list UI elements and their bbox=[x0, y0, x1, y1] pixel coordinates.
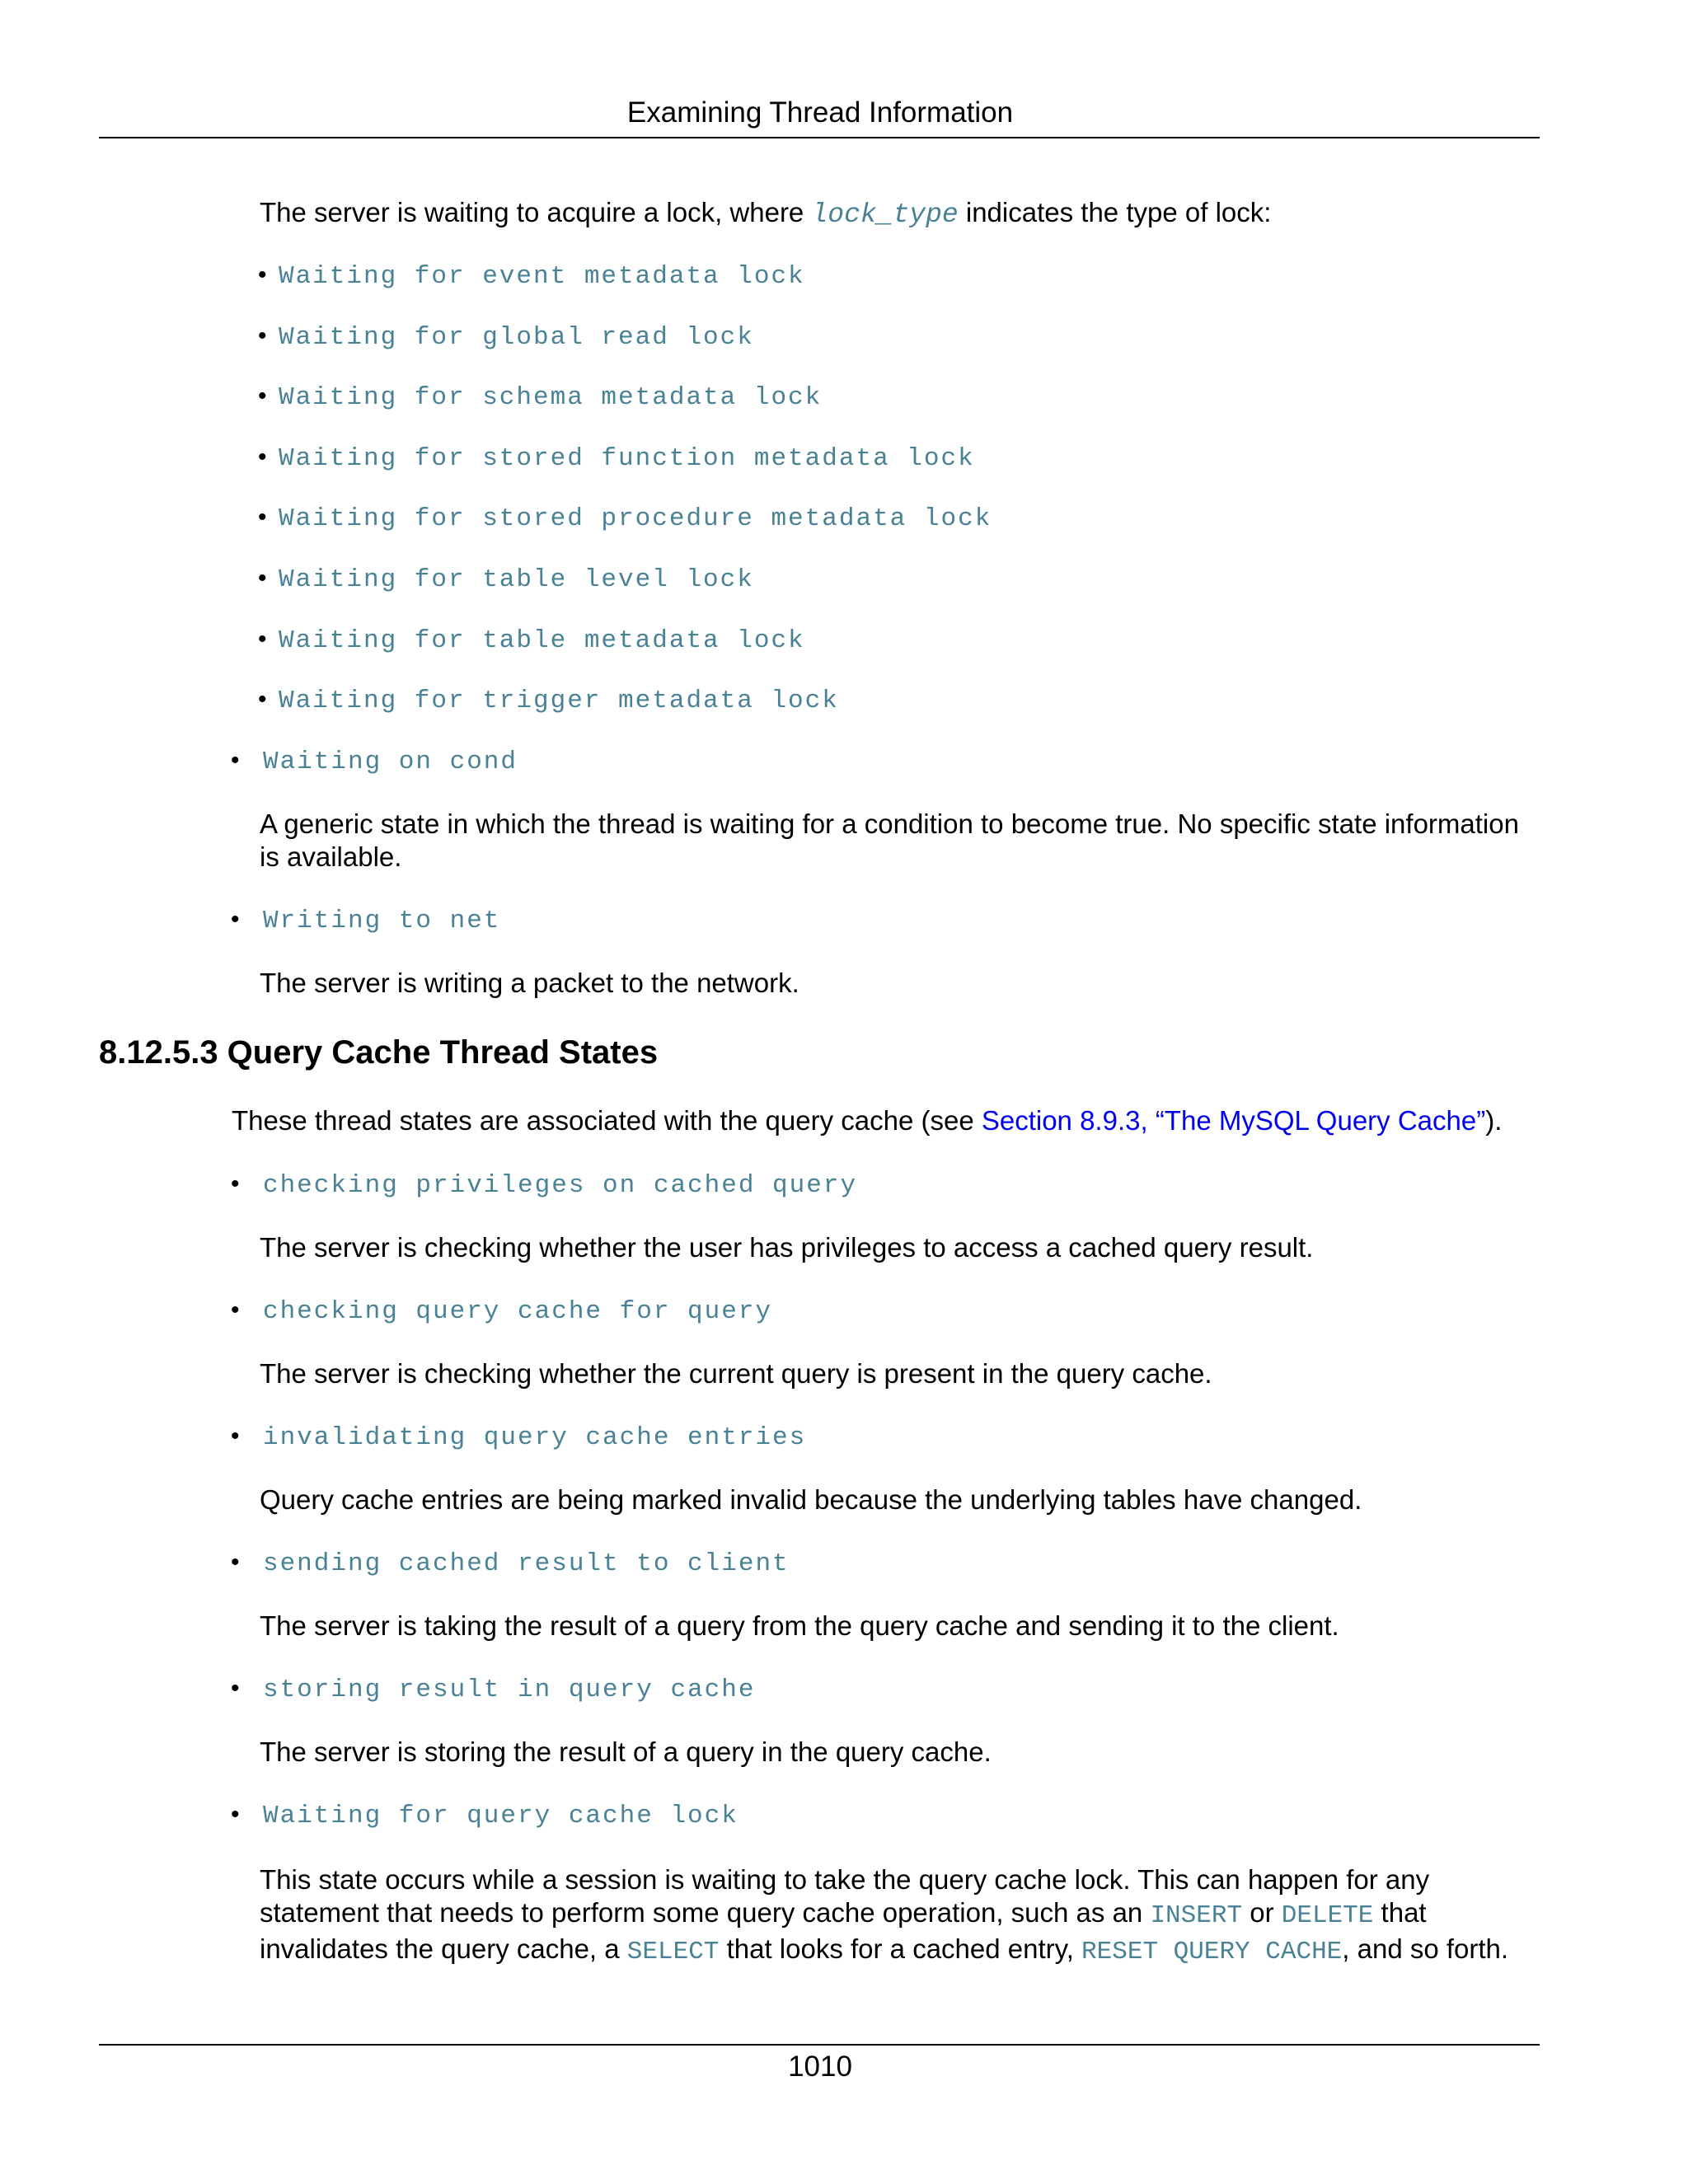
lock-type-code: Waiting for table metadata lock bbox=[278, 626, 805, 655]
state-name: sending cached result to client bbox=[262, 1549, 790, 1578]
state-name: Waiting for query cache lock bbox=[262, 1802, 738, 1830]
state-description: The server is storing the result of a query in the query cache. bbox=[260, 1736, 992, 1767]
reset-query-cache-code: RESET QUERY CACHE bbox=[1081, 1938, 1343, 1966]
bullet-icon: • bbox=[231, 1422, 240, 1450]
bullet-icon: • bbox=[258, 626, 267, 653]
section-intro-suffix: ). bbox=[1485, 1105, 1503, 1136]
lock-type-code: Waiting for trigger metadata lock bbox=[278, 687, 839, 715]
state-name: Waiting on cond bbox=[262, 748, 518, 776]
list-item bbox=[258, 380, 822, 413]
state-description bbox=[260, 1863, 1545, 1969]
bullet-icon: • bbox=[258, 565, 267, 592]
bullet-icon: • bbox=[231, 1675, 240, 1702]
state-description: The server is taking the result of a query from the query cache and sending it to the client. bbox=[260, 1610, 1339, 1641]
lock-type-code: lock_type bbox=[811, 199, 959, 230]
state-description: Query cache entries are being marked invalid because the underlying tables have changed. bbox=[260, 1484, 1362, 1515]
list-item bbox=[258, 501, 992, 534]
header-rule bbox=[99, 137, 1540, 138]
state-item bbox=[231, 1294, 772, 1327]
section-heading: 8.12.5.3 Query Cache Thread States bbox=[99, 1034, 659, 1071]
bullet-icon: • bbox=[231, 906, 240, 933]
state-description: The server is checking whether the user has privileges to access a cached query result. bbox=[260, 1232, 1314, 1263]
state-description: A generic state in which the thread is waiting for a condition to become true. No specific state information is available. bbox=[260, 808, 1519, 872]
section-link[interactable]: Section 8.9.3, “The MySQL Query Cache” bbox=[981, 1105, 1486, 1136]
desc-text: This state occurs while a session is waiting to take the query cache lock. This can happen for any statement that needs to perform some query cache operation, such as an bbox=[260, 1864, 1430, 1928]
list-item bbox=[258, 259, 805, 292]
bullet-icon: • bbox=[258, 443, 267, 471]
state-description: The server is writing a packet to the network. bbox=[260, 968, 799, 998]
list-item bbox=[258, 320, 754, 353]
state-name: checking query cache for query bbox=[262, 1297, 773, 1326]
bullet-icon: • bbox=[258, 322, 267, 349]
bullet-icon: • bbox=[231, 1801, 240, 1828]
state-name: checking privileges on cached query bbox=[262, 1171, 858, 1200]
bullet-icon: • bbox=[231, 747, 240, 774]
bullet-icon: • bbox=[231, 1549, 240, 1576]
state-item bbox=[231, 903, 500, 936]
state-item bbox=[231, 1546, 790, 1579]
running-header: Examining Thread Information bbox=[626, 96, 1014, 129]
intro-suffix: indicates the type of lock: bbox=[965, 197, 1272, 227]
state-item bbox=[231, 1168, 857, 1201]
list-item bbox=[258, 562, 754, 595]
state-name: storing result in query cache bbox=[262, 1675, 756, 1704]
lock-type-code: Waiting for stored procedure metadata lock bbox=[278, 504, 992, 533]
footer-rule bbox=[99, 2044, 1540, 2046]
section-intro bbox=[232, 1104, 1502, 1137]
bullet-icon: • bbox=[231, 1296, 240, 1324]
lock-type-code: Waiting for global read lock bbox=[278, 323, 754, 352]
state-description: The server is checking whether the current query is present in the query cache. bbox=[260, 1358, 1212, 1389]
lock-type-code: Waiting for event metadata lock bbox=[278, 262, 805, 291]
bullet-icon: • bbox=[258, 382, 267, 410]
lock-type-code: Waiting for stored function metadata lock bbox=[278, 444, 975, 473]
state-item bbox=[231, 1672, 755, 1705]
state-item bbox=[231, 1798, 738, 1831]
bullet-icon: • bbox=[258, 504, 267, 531]
lock-type-code: Waiting for table level lock bbox=[278, 565, 754, 594]
bullet-icon: • bbox=[231, 1170, 240, 1197]
bullet-icon: • bbox=[258, 686, 267, 713]
insert-code: INSERT bbox=[1150, 1901, 1243, 1930]
page-number: 1010 bbox=[788, 2050, 852, 2083]
state-item bbox=[231, 744, 518, 777]
intro-paragraph bbox=[260, 196, 1271, 232]
list-item bbox=[258, 441, 975, 474]
list-item bbox=[258, 623, 805, 656]
state-name: invalidating query cache entries bbox=[262, 1423, 807, 1452]
lock-type-code: Waiting for schema metadata lock bbox=[278, 383, 823, 412]
intro-prefix: The server is waiting to acquire a lock, where bbox=[260, 197, 804, 227]
desc-text: that looks for a cached entry, bbox=[719, 1933, 1082, 1964]
desc-text: that invalidates the query cache, a bbox=[260, 1897, 1427, 1964]
delete-code: DELETE bbox=[1281, 1901, 1374, 1930]
list-item bbox=[258, 683, 839, 716]
select-code: SELECT bbox=[626, 1938, 720, 1966]
desc-text: or bbox=[1242, 1897, 1282, 1928]
bullet-icon: • bbox=[258, 261, 267, 288]
state-name: Writing to net bbox=[262, 907, 501, 935]
section-intro-prefix: These thread states are associated with the query cache (see bbox=[232, 1105, 982, 1136]
desc-text: , and so forth. bbox=[1342, 1933, 1509, 1964]
state-item bbox=[231, 1420, 806, 1453]
